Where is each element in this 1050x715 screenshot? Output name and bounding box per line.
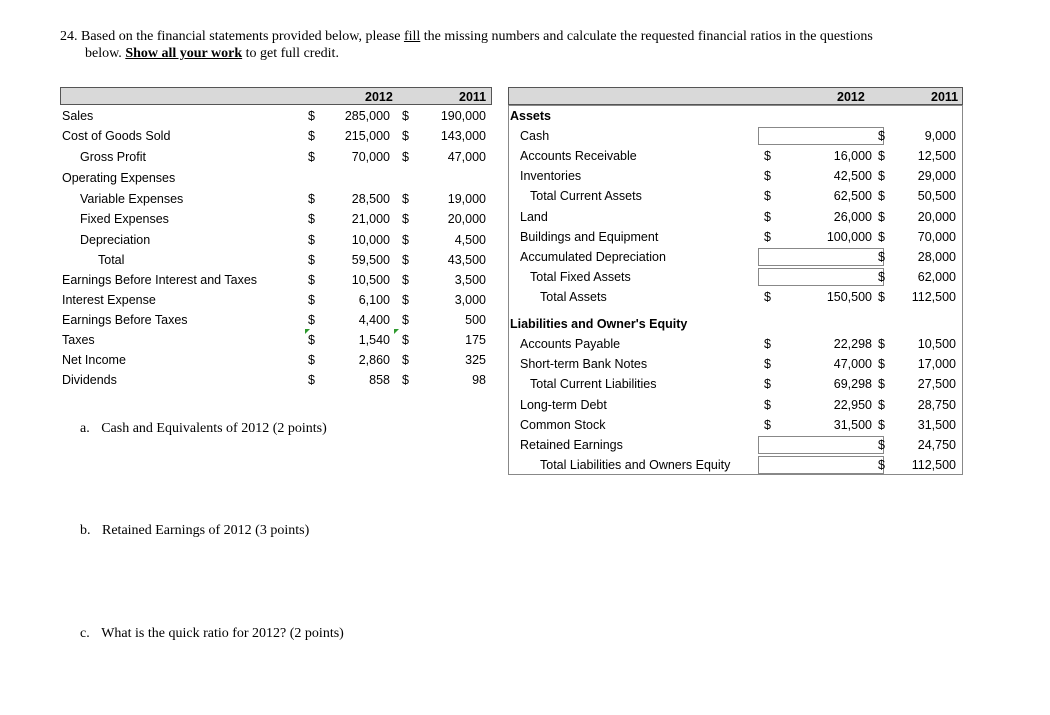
- income-row-label: Earnings Before Interest and Taxes: [62, 273, 258, 287]
- asset-row: [510, 287, 962, 307]
- asset-row-dollar-2011: $: [878, 270, 885, 284]
- liability-row-label: Long-term Debt: [520, 398, 607, 412]
- income-row-dollar-2012: $: [308, 373, 315, 387]
- asset-row-value-2011: 20,000: [917, 210, 956, 224]
- income-row-value-2011: 325: [465, 353, 486, 367]
- asset-row-dollar-2011: $: [878, 169, 885, 183]
- liability-row: [510, 334, 962, 354]
- show-all-work: Show all your work: [125, 46, 243, 61]
- income-row-dollar-2011: $: [402, 333, 409, 347]
- income-statement: [62, 106, 492, 391]
- asset-row-dollar-2011: $: [878, 210, 885, 224]
- income-row-dollar-2011: $: [402, 150, 409, 164]
- question-line2-post: to get full credit.: [245, 46, 339, 61]
- question-line1-post: the missing numbers and calculate the requested financial ratios in the questions: [423, 29, 873, 44]
- income-row-dollar-2012: $: [308, 129, 315, 143]
- income-row: [62, 147, 492, 167]
- asset-row: [510, 166, 962, 186]
- liability-row-value-2012: 47,000: [833, 357, 872, 371]
- income-row-value-2011: 500: [465, 313, 486, 327]
- asset-row: [510, 207, 962, 227]
- income-row-dollar-2011: $: [402, 253, 409, 267]
- income-row-dollar-2011: $: [402, 212, 409, 226]
- asset-row-label: Inventories: [520, 169, 582, 183]
- income-row: [62, 270, 492, 290]
- income-row: [62, 189, 492, 209]
- part-b-letter: b.: [80, 523, 91, 538]
- income-row-dollar-2011: $: [402, 273, 409, 287]
- balance-col-2012: 2012: [837, 90, 865, 104]
- asset-row-value-2011: 70,000: [917, 230, 956, 244]
- income-row-dollar-2012: $: [308, 293, 315, 307]
- asset-row-value-2012: 150,500: [826, 290, 872, 304]
- income-header-row: [60, 87, 492, 105]
- income-row-value-2011: 47,000: [447, 150, 486, 164]
- asset-row-label: Total Assets: [540, 290, 607, 304]
- asset-row-value-2011: 9,000: [924, 129, 956, 143]
- liability-row-label: Total Liabilities and Owners Equity: [540, 458, 731, 472]
- income-row-label: Dividends: [62, 373, 117, 387]
- liability-row-value-2011: 27,500: [917, 377, 956, 391]
- income-row-value-2011: 3,500: [454, 273, 486, 287]
- asset-row: [510, 146, 962, 166]
- income-row-value-2012: 10,000: [351, 233, 390, 247]
- asset-row-dollar-2012: $: [764, 230, 771, 244]
- asset-row-value-2011: 62,000: [917, 270, 956, 284]
- income-row-value-2012: 858: [369, 373, 390, 387]
- asset-row-dollar-2011: $: [878, 250, 885, 264]
- comment-marker: [305, 329, 310, 334]
- comment-marker: [394, 329, 399, 334]
- asset-row-value-2011: 28,000: [917, 250, 956, 264]
- asset-row-value-2011: 12,500: [917, 149, 956, 163]
- income-row-value-2012: 21,000: [351, 212, 390, 226]
- liability-row-value-2012: 69,298: [833, 377, 872, 391]
- asset-row-dollar-2011: $: [878, 189, 885, 203]
- income-row-value-2012: 285,000: [344, 109, 390, 123]
- asset-row: [510, 247, 962, 267]
- asset-row-dollar-2011: $: [878, 230, 885, 244]
- income-row: [62, 350, 492, 370]
- liabilities-heading: Liabilities and Owner's Equity: [510, 317, 688, 331]
- income-row-dollar-2011: $: [402, 109, 409, 123]
- income-row-value-2011: 3,000: [454, 293, 486, 307]
- balance-sheet: [510, 106, 962, 474]
- asset-row-dollar-2012: $: [764, 169, 771, 183]
- question-line1-pre: Based on the financial statements provided below, please: [81, 29, 401, 44]
- income-row: [62, 230, 492, 250]
- asset-row-value-2012: 42,500: [833, 169, 872, 183]
- income-row-value-2012: [320, 168, 390, 188]
- liability-row-value-2011: 28,750: [917, 398, 956, 412]
- income-col-2012: 2012: [365, 90, 393, 104]
- income-row-dollar-2012: $: [308, 353, 315, 367]
- liability-row-value-2011: 31,500: [917, 418, 956, 432]
- liability-row-dollar-2012: $: [764, 337, 771, 351]
- liability-row-value-2012: 31,500: [833, 418, 872, 432]
- asset-row-label: Land: [520, 210, 548, 224]
- income-row-dollar-2012: $: [308, 192, 315, 206]
- balance-header-row: [508, 87, 963, 105]
- asset-row: [510, 186, 962, 206]
- liability-row-value-2012: [790, 435, 872, 455]
- liability-row-value-2011: 112,500: [911, 458, 956, 472]
- liability-row-dollar-2012: $: [764, 418, 771, 432]
- asset-row-dollar-2011: $: [878, 129, 885, 143]
- part-a-text: Cash and Equivalents of 2012 (2 points): [101, 421, 327, 436]
- liability-row-dollar-2011: $: [878, 377, 885, 391]
- income-row-value-2011: 43,500: [447, 253, 486, 267]
- asset-row-label: Cash: [520, 129, 550, 143]
- liability-row-dollar-2011: $: [878, 458, 885, 472]
- question-fill-word: fill: [403, 29, 421, 44]
- income-row-dollar-2011: $: [402, 129, 409, 143]
- question-line2-pre: below.: [85, 46, 122, 61]
- asset-row-value-2012: 16,000: [833, 149, 872, 163]
- part-c-text: What is the quick ratio for 2012? (2 points): [101, 626, 344, 641]
- income-row-value-2012: 70,000: [351, 150, 390, 164]
- liability-row: [510, 374, 962, 394]
- asset-row-dollar-2012: $: [764, 290, 771, 304]
- asset-row-label: Accumulated Depreciation: [520, 250, 666, 264]
- liability-row-dollar-2012: $: [764, 357, 771, 371]
- question-line-2: [60, 45, 980, 62]
- income-row-dollar-2012: $: [308, 109, 315, 123]
- income-row-label: Interest Expense: [62, 293, 156, 307]
- asset-row: [510, 267, 962, 287]
- income-row-value-2012: 2,860: [358, 353, 390, 367]
- asset-row-value-2011: 50,500: [917, 189, 956, 203]
- liability-row-label: Common Stock: [520, 418, 606, 432]
- asset-row-label: Total Fixed Assets: [530, 270, 631, 284]
- liability-row: [510, 354, 962, 374]
- income-row-label: Fixed Expenses: [80, 212, 169, 226]
- income-row-dollar-2012: $: [308, 212, 315, 226]
- income-row-label: Total: [98, 253, 125, 267]
- liability-row-label: Retained Earnings: [520, 438, 623, 452]
- part-c-letter: c.: [80, 626, 90, 641]
- income-row-value-2012: 28,500: [351, 192, 390, 206]
- income-row-value-2012: 1,540: [358, 333, 390, 347]
- income-row-value-2012: 6,100: [358, 293, 390, 307]
- asset-row-label: Total Current Assets: [530, 189, 642, 203]
- income-row-value-2011: 19,000: [447, 192, 486, 206]
- liability-row-value-2012: 22,298: [833, 337, 872, 351]
- asset-row-value-2012: [790, 267, 872, 287]
- liability-row-dollar-2011: $: [878, 418, 885, 432]
- income-row: [62, 126, 492, 146]
- income-row-label: Depreciation: [80, 233, 151, 247]
- income-row-dollar-2012: $: [308, 253, 315, 267]
- asset-row-label: Buildings and Equipment: [520, 230, 659, 244]
- asset-row-value-2012: 100,000: [826, 230, 872, 244]
- income-col-2011: 2011: [459, 90, 487, 104]
- income-row-label: Taxes: [62, 333, 95, 347]
- assets-heading: Assets: [510, 109, 551, 123]
- income-row-dollar-2012: $: [308, 273, 315, 287]
- income-row-label: Operating Expenses: [62, 171, 176, 185]
- income-row: [62, 310, 492, 330]
- income-row-value-2011: 143,000: [440, 129, 486, 143]
- income-row-label: Sales: [62, 109, 94, 123]
- liability-row-value-2011: 17,000: [917, 357, 956, 371]
- income-row-value-2011: 4,500: [454, 233, 486, 247]
- income-row-label: Variable Expenses: [80, 192, 184, 206]
- asset-row-value-2012: 62,500: [833, 189, 872, 203]
- part-b: [80, 523, 309, 539]
- asset-row-dollar-2012: $: [764, 149, 771, 163]
- income-row-value-2012: 10,500: [351, 273, 390, 287]
- income-row-value-2011: [414, 168, 486, 188]
- liability-row-dollar-2011: $: [878, 337, 885, 351]
- asset-row-label: Accounts Receivable: [520, 149, 637, 163]
- income-row-label: Gross Profit: [80, 150, 146, 164]
- question-number: 24.: [60, 29, 78, 44]
- income-row-value-2011: 20,000: [447, 212, 486, 226]
- income-row-dollar-2011: $: [402, 293, 409, 307]
- liability-row-label: Short-term Bank Notes: [520, 357, 648, 371]
- liability-row-value-2012: 22,950: [833, 398, 872, 412]
- income-row-label: Earnings Before Taxes: [62, 313, 188, 327]
- income-row-value-2012: 4,400: [358, 313, 390, 327]
- asset-row: [510, 227, 962, 247]
- income-row: [62, 209, 492, 229]
- liability-row-value-2011: 10,500: [917, 337, 956, 351]
- asset-row-value-2012: [790, 126, 872, 146]
- income-row-dollar-2011: $: [402, 313, 409, 327]
- income-row-dollar-2011: $: [402, 192, 409, 206]
- income-row: [62, 250, 492, 270]
- liability-row-dollar-2011: $: [878, 438, 885, 452]
- balance-col-2011: 2011: [931, 90, 959, 104]
- liability-row-value-2012: [790, 455, 872, 475]
- liability-row-dollar-2012: $: [764, 398, 771, 412]
- asset-row-dollar-2012: $: [764, 189, 771, 203]
- liability-row-dollar-2012: $: [764, 377, 771, 391]
- asset-row-dollar-2012: $: [764, 210, 771, 224]
- income-row-value-2011: 190,000: [440, 109, 486, 123]
- income-row-dollar-2012: $: [308, 333, 315, 347]
- liability-row-label: Total Current Liabilities: [530, 377, 657, 391]
- income-row-value-2012: 59,500: [351, 253, 390, 267]
- liability-row-dollar-2011: $: [878, 398, 885, 412]
- asset-row: [510, 126, 962, 146]
- asset-row-dollar-2011: $: [878, 149, 885, 163]
- income-row-dollar-2011: $: [402, 373, 409, 387]
- question-line-1: [60, 28, 980, 45]
- part-b-text: Retained Earnings of 2012 (3 points): [102, 523, 310, 538]
- income-row-value-2011: 175: [465, 333, 486, 347]
- liability-row: [510, 455, 962, 475]
- income-row-dollar-2011: $: [402, 353, 409, 367]
- income-row: [62, 370, 492, 390]
- income-row-dollar-2012: $: [308, 313, 315, 327]
- income-row: [62, 330, 492, 350]
- liability-row-dollar-2011: $: [878, 357, 885, 371]
- asset-row-value-2012: [790, 247, 872, 267]
- income-row-label: Net Income: [62, 353, 126, 367]
- income-row-value-2012: 215,000: [344, 129, 390, 143]
- question-text: [60, 28, 980, 62]
- liability-row-label: Accounts Payable: [520, 337, 621, 351]
- income-row-dollar-2011: $: [402, 233, 409, 247]
- asset-row-dollar-2011: $: [878, 290, 885, 304]
- asset-row-value-2011: 29,000: [917, 169, 956, 183]
- part-c: [80, 626, 344, 642]
- income-row-value-2011: 98: [472, 373, 486, 387]
- liability-row: [510, 395, 962, 415]
- income-row: [62, 106, 492, 126]
- part-a: [80, 421, 327, 437]
- income-row-label: Cost of Goods Sold: [62, 129, 171, 143]
- income-row: [62, 168, 492, 188]
- liability-row: [510, 435, 962, 455]
- liability-row: [510, 415, 962, 435]
- part-a-letter: a.: [80, 421, 90, 436]
- asset-row-value-2012: 26,000: [833, 210, 872, 224]
- income-row-dollar-2012: $: [308, 233, 315, 247]
- income-row-dollar-2012: $: [308, 150, 315, 164]
- income-row: [62, 290, 492, 310]
- asset-row-value-2011: 112,500: [911, 290, 956, 304]
- liability-row-value-2011: 24,750: [917, 438, 956, 452]
